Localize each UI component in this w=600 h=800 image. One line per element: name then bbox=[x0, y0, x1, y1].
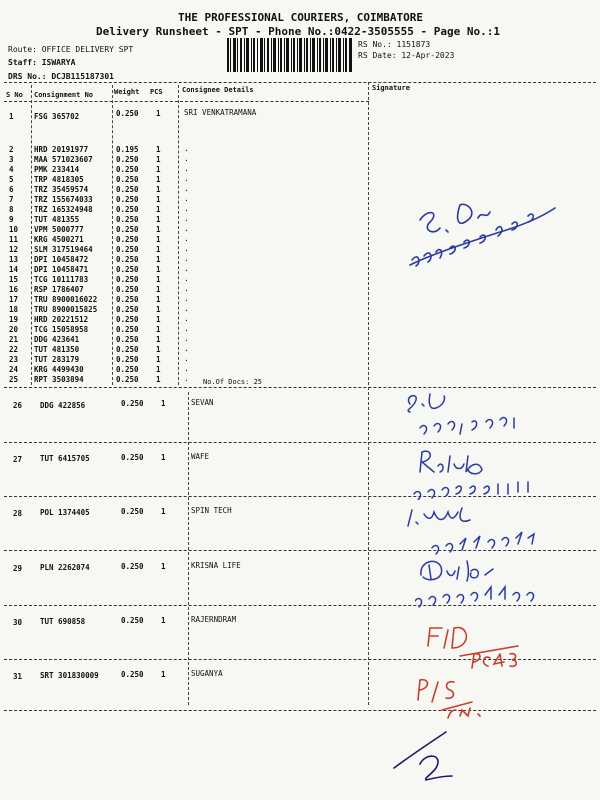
staff-label: Staff: ISWARYA bbox=[8, 58, 76, 67]
no-of-docs: No.Of Docs: 25 bbox=[203, 378, 263, 386]
signature-row-1 bbox=[400, 190, 570, 280]
table-row-sno: 24 bbox=[9, 365, 19, 374]
table-row-weight: 0.250 bbox=[116, 235, 139, 244]
table-row-weight: 0.250 bbox=[116, 275, 139, 284]
table-row-cons: TUT 283179 bbox=[34, 355, 80, 364]
table-row-cons: TCG 15058958 bbox=[34, 325, 89, 334]
header-rule-top bbox=[4, 82, 596, 83]
col-weight-header: Weight bbox=[114, 88, 140, 96]
table-row-weight: 0.250 bbox=[116, 155, 139, 164]
table-row-pcs: 1 bbox=[161, 507, 166, 516]
table-row-weight: 0.250 bbox=[116, 375, 139, 384]
table-row-pcs: 1 bbox=[156, 225, 161, 234]
barcode bbox=[227, 38, 352, 72]
table-row-cons: TRZ 35459574 bbox=[34, 185, 89, 194]
table-row-pcs: 1 bbox=[156, 235, 161, 244]
table-row-consignee: SEVAN bbox=[191, 398, 214, 407]
table-row-weight: 0.250 bbox=[116, 355, 139, 364]
table-row-consignee: SUGANYA bbox=[191, 669, 223, 678]
table-row-cons: DPI 10458472 bbox=[34, 255, 89, 264]
table-row-sno: 23 bbox=[9, 355, 19, 364]
table-row-cons: TUT 481350 bbox=[34, 345, 80, 354]
table-row-cons: DPI 10458471 bbox=[34, 265, 89, 274]
col-divider bbox=[368, 82, 369, 705]
table-row-cons: TRU 8900016022 bbox=[34, 295, 98, 304]
table-row-pcs: 1 bbox=[156, 335, 161, 344]
table-row-pcs: 1 bbox=[156, 255, 161, 264]
table-row-sno: 10 bbox=[9, 225, 19, 234]
table-row-sno: 27 bbox=[13, 455, 23, 464]
table-row-cons: TCG 10111783 bbox=[34, 275, 89, 284]
table-row-weight: 0.195 bbox=[116, 145, 139, 154]
table-row-weight: 0.250 bbox=[116, 325, 139, 334]
table-row-sno: 30 bbox=[13, 618, 23, 627]
table-row-weight: 0.250 bbox=[121, 453, 144, 462]
table-row-sno: 29 bbox=[13, 564, 23, 573]
table-row-pcs: 1 bbox=[156, 245, 161, 254]
table-row-cons: TUT 6415705 bbox=[40, 454, 90, 463]
table-row-cons: SLM 317519464 bbox=[34, 245, 93, 254]
table-row-cons: PLN 2262074 bbox=[40, 563, 90, 572]
table-row-cons: VPM 5000777 bbox=[34, 225, 84, 234]
table-row-weight: 0.250 bbox=[116, 265, 139, 274]
row-weight: 0.250 bbox=[116, 109, 139, 118]
table-row-sno: 31 bbox=[13, 672, 23, 681]
col-consignment-header: Consignment No bbox=[34, 91, 94, 99]
table-row-sno: 9 bbox=[9, 215, 14, 224]
table-row-cons: HRD 20191977 bbox=[34, 145, 89, 154]
table-row-sno: 11 bbox=[9, 235, 19, 244]
table-row-pcs: 1 bbox=[156, 285, 161, 294]
table-row-weight: 0.250 bbox=[116, 165, 139, 174]
table-row-pcs: 1 bbox=[161, 562, 166, 571]
table-row-sno: 15 bbox=[9, 275, 19, 284]
table-row-pcs: 1 bbox=[156, 215, 161, 224]
table-row-pcs: 1 bbox=[161, 670, 166, 679]
col-consignee-header: Consignee Details bbox=[182, 86, 254, 94]
table-row-weight: 0.250 bbox=[116, 185, 139, 194]
table-row-cons: TRZ 155674033 bbox=[34, 195, 93, 204]
table-row-pcs: 1 bbox=[156, 165, 161, 174]
table-row-pcs: 1 bbox=[156, 305, 161, 314]
table-row-sno: 20 bbox=[9, 325, 19, 334]
table-row-weight: 0.250 bbox=[116, 295, 139, 304]
table-row-pcs: 1 bbox=[156, 265, 161, 274]
table-row-weight: 0.250 bbox=[116, 255, 139, 264]
table-row-cons: DDG 423641 bbox=[34, 335, 80, 344]
table-row-sno: 12 bbox=[9, 245, 19, 254]
table-row-pcs: 1 bbox=[156, 315, 161, 324]
table-row-cons: KRG 4499430 bbox=[34, 365, 84, 374]
signature-row-27 bbox=[410, 448, 560, 500]
table-row-cons: MAA 571023607 bbox=[34, 155, 93, 164]
table-row-pcs: 1 bbox=[156, 355, 161, 364]
table-row-sno: 19 bbox=[9, 315, 19, 324]
table-row-cons: KRG 4500271 bbox=[34, 235, 84, 244]
rs-date: RS Date: 12-Apr-2023 bbox=[358, 51, 455, 60]
table-row-cons: TUT 690858 bbox=[40, 617, 86, 626]
table-row-weight: 0.250 bbox=[116, 315, 139, 324]
table-row-pcs: 1 bbox=[156, 325, 161, 334]
table-row-consignee: KRISNA LIFE bbox=[191, 561, 241, 570]
table-row-pcs: 1 bbox=[161, 453, 166, 462]
table-row-sno: 4 bbox=[9, 165, 14, 174]
grouped-rows bbox=[0, 145, 180, 385]
table-row-cons: SRT 301830009 bbox=[40, 671, 99, 680]
table-row-pcs: 1 bbox=[156, 145, 161, 154]
table-row-sno: 22 bbox=[9, 345, 19, 354]
drs-number: DRS No.: DCJB115187301 bbox=[8, 72, 114, 81]
table-row-sno: 17 bbox=[9, 295, 19, 304]
table-row-pcs: 1 bbox=[156, 275, 161, 284]
table-row-weight: 0.250 bbox=[121, 562, 144, 571]
table-row-sno: 7 bbox=[9, 195, 14, 204]
signature-row-30 bbox=[420, 620, 530, 670]
table-row-cons: TRP 4818305 bbox=[34, 175, 84, 184]
table-row-cons: TRU 8900015825 bbox=[34, 305, 98, 314]
row-consignee: SRI VENKATRAMANA bbox=[184, 108, 257, 117]
table-row-sno: 3 bbox=[9, 155, 14, 164]
table-row-sno: 14 bbox=[9, 265, 19, 274]
group-separator bbox=[4, 387, 596, 388]
table-row-cons: PMK 233414 bbox=[34, 165, 80, 174]
table-row-pcs: 1 bbox=[156, 205, 161, 214]
table-row-cons: HRD 20221512 bbox=[34, 315, 89, 324]
signature-row-28 bbox=[402, 504, 552, 556]
route-label: Route: OFFICE DELIVERY SPT bbox=[8, 45, 134, 54]
rs-number: RS No.: 1151873 bbox=[358, 40, 431, 49]
table-row-sno: 16 bbox=[9, 285, 19, 294]
table-row-weight: 0.250 bbox=[116, 215, 139, 224]
signature-row-29 bbox=[415, 555, 555, 610]
table-row-cons: RSP 1786407 bbox=[34, 285, 84, 294]
table-row-weight: 0.250 bbox=[116, 365, 139, 374]
table-row-sno: 5 bbox=[9, 175, 14, 184]
table-row-pcs: 1 bbox=[161, 616, 166, 625]
document-title: THE PROFESSIONAL COURIERS, COIMBATORE bbox=[178, 11, 424, 24]
table-row-weight: 0.250 bbox=[116, 225, 139, 234]
table-row-cons: POL 1374405 bbox=[40, 508, 90, 517]
table-row-sno: 25 bbox=[9, 375, 19, 384]
table-row-pcs: 1 bbox=[156, 375, 161, 384]
table-row-weight: 0.250 bbox=[121, 670, 144, 679]
table-row-consignee: RAJERNDRAM bbox=[191, 615, 237, 624]
col-pcs-header: PCS bbox=[150, 88, 163, 96]
table-row-weight: 0.250 bbox=[116, 245, 139, 254]
table-row-sno: 18 bbox=[9, 305, 19, 314]
table-row-consignee: SPIN TECH bbox=[191, 506, 232, 515]
table-row-weight: 0.250 bbox=[121, 399, 144, 408]
table-row-cons: TRZ 165324948 bbox=[34, 205, 93, 214]
signature-row-31 bbox=[412, 672, 512, 720]
table-row-weight: 0.250 bbox=[121, 507, 144, 516]
row-sno: 1 bbox=[9, 112, 14, 121]
table-row-sno: 26 bbox=[13, 401, 23, 410]
table-row-weight: 0.250 bbox=[116, 305, 139, 314]
table-row-weight: 0.250 bbox=[121, 616, 144, 625]
table-row-pcs: 1 bbox=[161, 399, 166, 408]
header-rule-bottom bbox=[4, 101, 369, 102]
table-row-weight: 0.250 bbox=[116, 175, 139, 184]
table-row-pcs: 1 bbox=[156, 175, 161, 184]
table-row-weight: 0.250 bbox=[116, 205, 139, 214]
bottom-handwritten-mark bbox=[390, 728, 470, 788]
table-row-weight: 0.250 bbox=[116, 195, 139, 204]
table-row-consignee: WAFE bbox=[191, 452, 210, 461]
col-signature-header: Signature bbox=[372, 84, 410, 92]
table-row-pcs: 1 bbox=[156, 185, 161, 194]
table-row-cons: RPT 3503894 bbox=[34, 375, 84, 384]
table-row-pcs: 1 bbox=[156, 365, 161, 374]
table-row-weight: 0.250 bbox=[116, 285, 139, 294]
table-row-pcs: 1 bbox=[156, 295, 161, 304]
ditto-marks: . . . . . . . . . . . . . . . . . . . . . . . . bbox=[184, 144, 189, 383]
document-subtitle: Delivery Runsheet - SPT - Phone No.:0422-3505555 - Page No.:1 bbox=[96, 25, 500, 38]
table-row-sno: 2 bbox=[9, 145, 14, 154]
table-row-cons: TUT 481355 bbox=[34, 215, 80, 224]
row-pcs: 1 bbox=[156, 109, 161, 118]
table-row-sno: 8 bbox=[9, 205, 14, 214]
col-sno-header: S No bbox=[6, 91, 23, 99]
table-row-pcs: 1 bbox=[156, 195, 161, 204]
table-row-cons: DDG 422856 bbox=[40, 401, 86, 410]
table-row-sno: 21 bbox=[9, 335, 19, 344]
table-row-sno: 13 bbox=[9, 255, 19, 264]
table-row-sno: 28 bbox=[13, 509, 23, 518]
table-row-weight: 0.250 bbox=[116, 335, 139, 344]
table-row-sno: 6 bbox=[9, 185, 14, 194]
signature-row-26 bbox=[400, 390, 540, 445]
table-row-pcs: 1 bbox=[156, 345, 161, 354]
table-row-weight: 0.250 bbox=[116, 345, 139, 354]
row-consignment: FSG 365702 bbox=[34, 112, 80, 121]
table-row-pcs: 1 bbox=[156, 155, 161, 164]
